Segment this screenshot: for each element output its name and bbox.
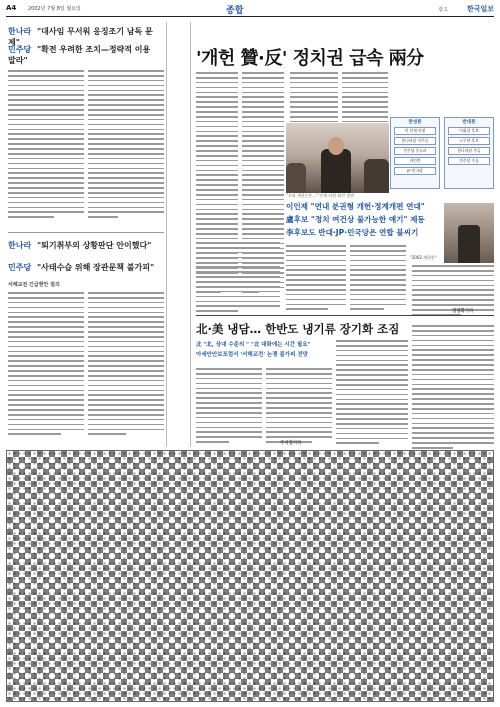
- story-byline: 서해교전 긴급현안 질의: [8, 282, 60, 288]
- main-story-body: [350, 245, 406, 310]
- story-body-text: [88, 292, 164, 435]
- column-divider: [166, 22, 167, 447]
- reporter-name: 정정화기자: [452, 309, 474, 314]
- graphic-title: 찬성론: [408, 120, 422, 125]
- party-kicker: 민주당: [8, 45, 32, 54]
- graphic-row: 민주당 주류: [448, 157, 490, 165]
- headline-text: "사태수습 위해 장관문책 불가피": [36, 263, 155, 272]
- story-divider: [8, 232, 164, 233]
- bottom-story-body: [196, 368, 262, 443]
- main-headline[interactable]: '개헌 贊·反' 정치권 급속 兩分: [196, 48, 424, 69]
- main-story-body: [196, 242, 280, 312]
- story-headline[interactable]: [8, 44, 158, 66]
- section-title: 종합: [226, 6, 244, 16]
- graphic-row: JP·민국당: [394, 167, 436, 175]
- graphic-title: 반대론: [462, 120, 476, 125]
- story-headline[interactable]: [8, 262, 158, 273]
- support-graphic: [390, 117, 440, 189]
- party-kicker: 민주당: [8, 263, 32, 272]
- photo-caption: "우리 개헌론은..." 인제 의원 회견 장면: [286, 193, 354, 198]
- graphic-row: 한나라당 비주류: [394, 137, 436, 145]
- headline-text: "확전 우려한 조치—정략적 이용 말라": [8, 45, 151, 65]
- story-body-text: [88, 70, 164, 218]
- ad-label: 광고: [438, 7, 448, 13]
- main-story-body: [286, 245, 346, 310]
- graphic-row: 이 인제 의원: [394, 127, 436, 135]
- headline-text: "퇴기취부의 상황판단 안이했다": [36, 241, 152, 250]
- oppose-graphic: [444, 117, 494, 189]
- press-conference-photo: [286, 123, 389, 193]
- party-kicker: 한나라: [8, 27, 32, 36]
- deck-line: 北 "北, 상대 수준의 " "北 대화에는 시간 필요": [196, 342, 311, 348]
- story-body-text: [8, 70, 84, 218]
- deck-line: 아세안안보포럼서 '서해교전' 논쟁 불가피 전망: [196, 352, 308, 358]
- main-story-body: [290, 72, 338, 127]
- story-headline[interactable]: [8, 240, 158, 251]
- graphic-row: 민주당 중도파: [394, 147, 436, 155]
- bottom-headline[interactable]: 北·美 냉담… 한반도 냉기류 장기화 조짐: [196, 322, 400, 336]
- reporter-name: 주지정기자: [280, 441, 302, 446]
- bottom-story-body: [266, 368, 332, 443]
- side-photo: [444, 203, 494, 263]
- side-photo-caption: "2002 개헌론": [410, 255, 437, 260]
- headline-text: "대사임 무서워 응징조기 남독 문제": [8, 27, 153, 47]
- main-story-deck: [286, 200, 426, 239]
- column-divider: [190, 22, 191, 447]
- party-kicker: 한나라: [8, 241, 32, 250]
- main-story-body: [342, 72, 388, 127]
- bottom-story-body: [336, 340, 408, 444]
- issue-date: 2002년 7월 8일 월요일: [28, 6, 81, 12]
- graphic-row: 자민련: [394, 157, 436, 165]
- graphic-row: 이회창 후보: [448, 127, 490, 135]
- page-number: A4: [6, 4, 17, 12]
- ad-halftone: [7, 451, 493, 701]
- advertisement-block[interactable]: [6, 450, 494, 702]
- graphic-row: 한나라당 주류: [448, 147, 490, 155]
- deck-line: 李후보도 반대·JP·민국당은 연합 불씨기: [286, 228, 419, 237]
- bottom-story-body: [412, 325, 494, 449]
- graphic-row: 노무현 후보: [448, 137, 490, 145]
- deck-line: 盧후보 "정치 여건상 불가능한 얘기" 제동: [286, 215, 425, 224]
- page-masthead: [6, 3, 494, 17]
- story-body-text: [8, 292, 84, 435]
- newspaper-logo: 한국일보: [466, 4, 494, 13]
- deck-line: 이인제 "연내 분권형 개헌·정계개편 연대": [286, 202, 425, 211]
